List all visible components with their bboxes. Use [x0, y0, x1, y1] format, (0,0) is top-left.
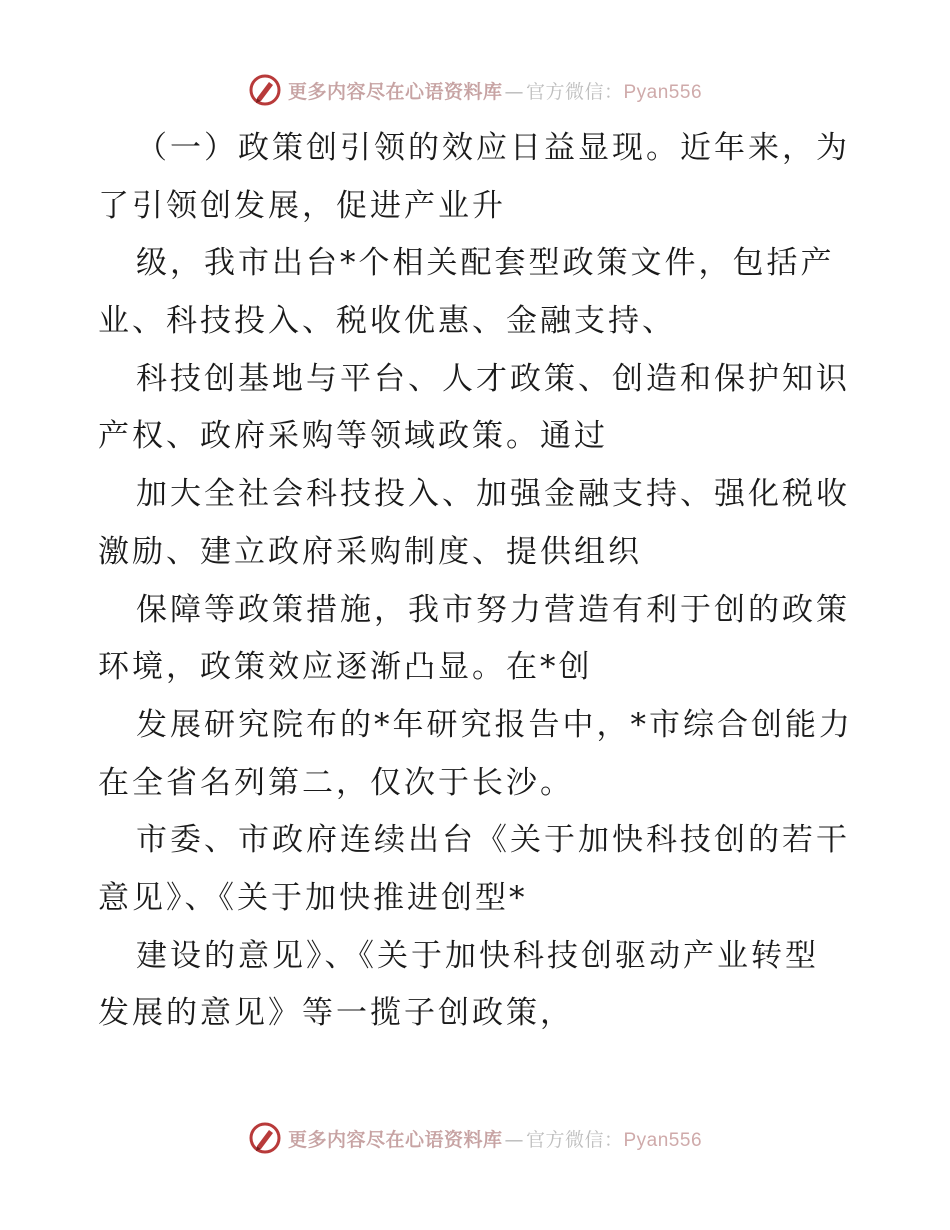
text-line: 科技创基地与平台、人才政策、创造和保护知识: [136, 360, 850, 397]
footer-banner-label: 更多内容尽在心语资料库: [287, 1128, 503, 1151]
text-line: 发展的意见》等一揽子创政策，: [98, 995, 574, 1032]
header-banner-dash: —: [504, 80, 524, 103]
text-line: 市委、市政府连续出台《关于加快科技创的若干: [136, 822, 850, 859]
footer-banner-text: [288, 1125, 702, 1152]
header-banner: [0, 70, 950, 110]
header-banner-label: 更多内容尽在心语资料库: [287, 80, 503, 103]
pen-logo-icon: [248, 73, 282, 107]
footer-banner-wechat: Pyan556: [623, 1129, 703, 1151]
pen-logo-icon: [248, 1121, 282, 1155]
text-line: 加大全社会科技投入、加强金融支持、强化税收: [136, 476, 850, 513]
text-line: 业、科技投入、税收优惠、金融支持、: [98, 303, 676, 340]
text-line: 激励、建立政府采购制度、提供组织: [98, 533, 642, 570]
footer-banner-dash: —: [504, 1128, 524, 1151]
text-line: 保障等政策措施，我市努力营造有利于创的政策: [136, 591, 850, 628]
text-line: 级，我市出台*个相关配套型政策文件，包括产: [136, 245, 835, 282]
text-line: 产权、政府采购等领域政策。通过: [98, 418, 608, 455]
header-banner-official: 官方微信：: [525, 80, 624, 103]
document-body: [98, 120, 858, 1043]
footer-banner-official: 官方微信：: [525, 1128, 624, 1151]
text-line: 发展研究院布的*年研究报告中，*市综合创能力: [136, 706, 853, 743]
footer-banner: [0, 1118, 950, 1158]
text-line: 意见》、《关于加快推进创型*: [98, 879, 528, 916]
text-line: 环境，政策效应逐渐凸显。在*创: [98, 649, 593, 686]
text-line: （一）政策创引领的效应日益显现。近年来，为: [136, 130, 850, 166]
text-line: 建设的意见》、《关于加快科技创驱动产业转型: [136, 937, 819, 974]
text-line: 在全省名列第二，仅次于长沙。: [98, 764, 574, 801]
header-banner-wechat: Pyan556: [623, 81, 703, 103]
text-line: 了引领创发展，促进产业升: [98, 187, 506, 224]
header-banner-text: [288, 77, 702, 104]
